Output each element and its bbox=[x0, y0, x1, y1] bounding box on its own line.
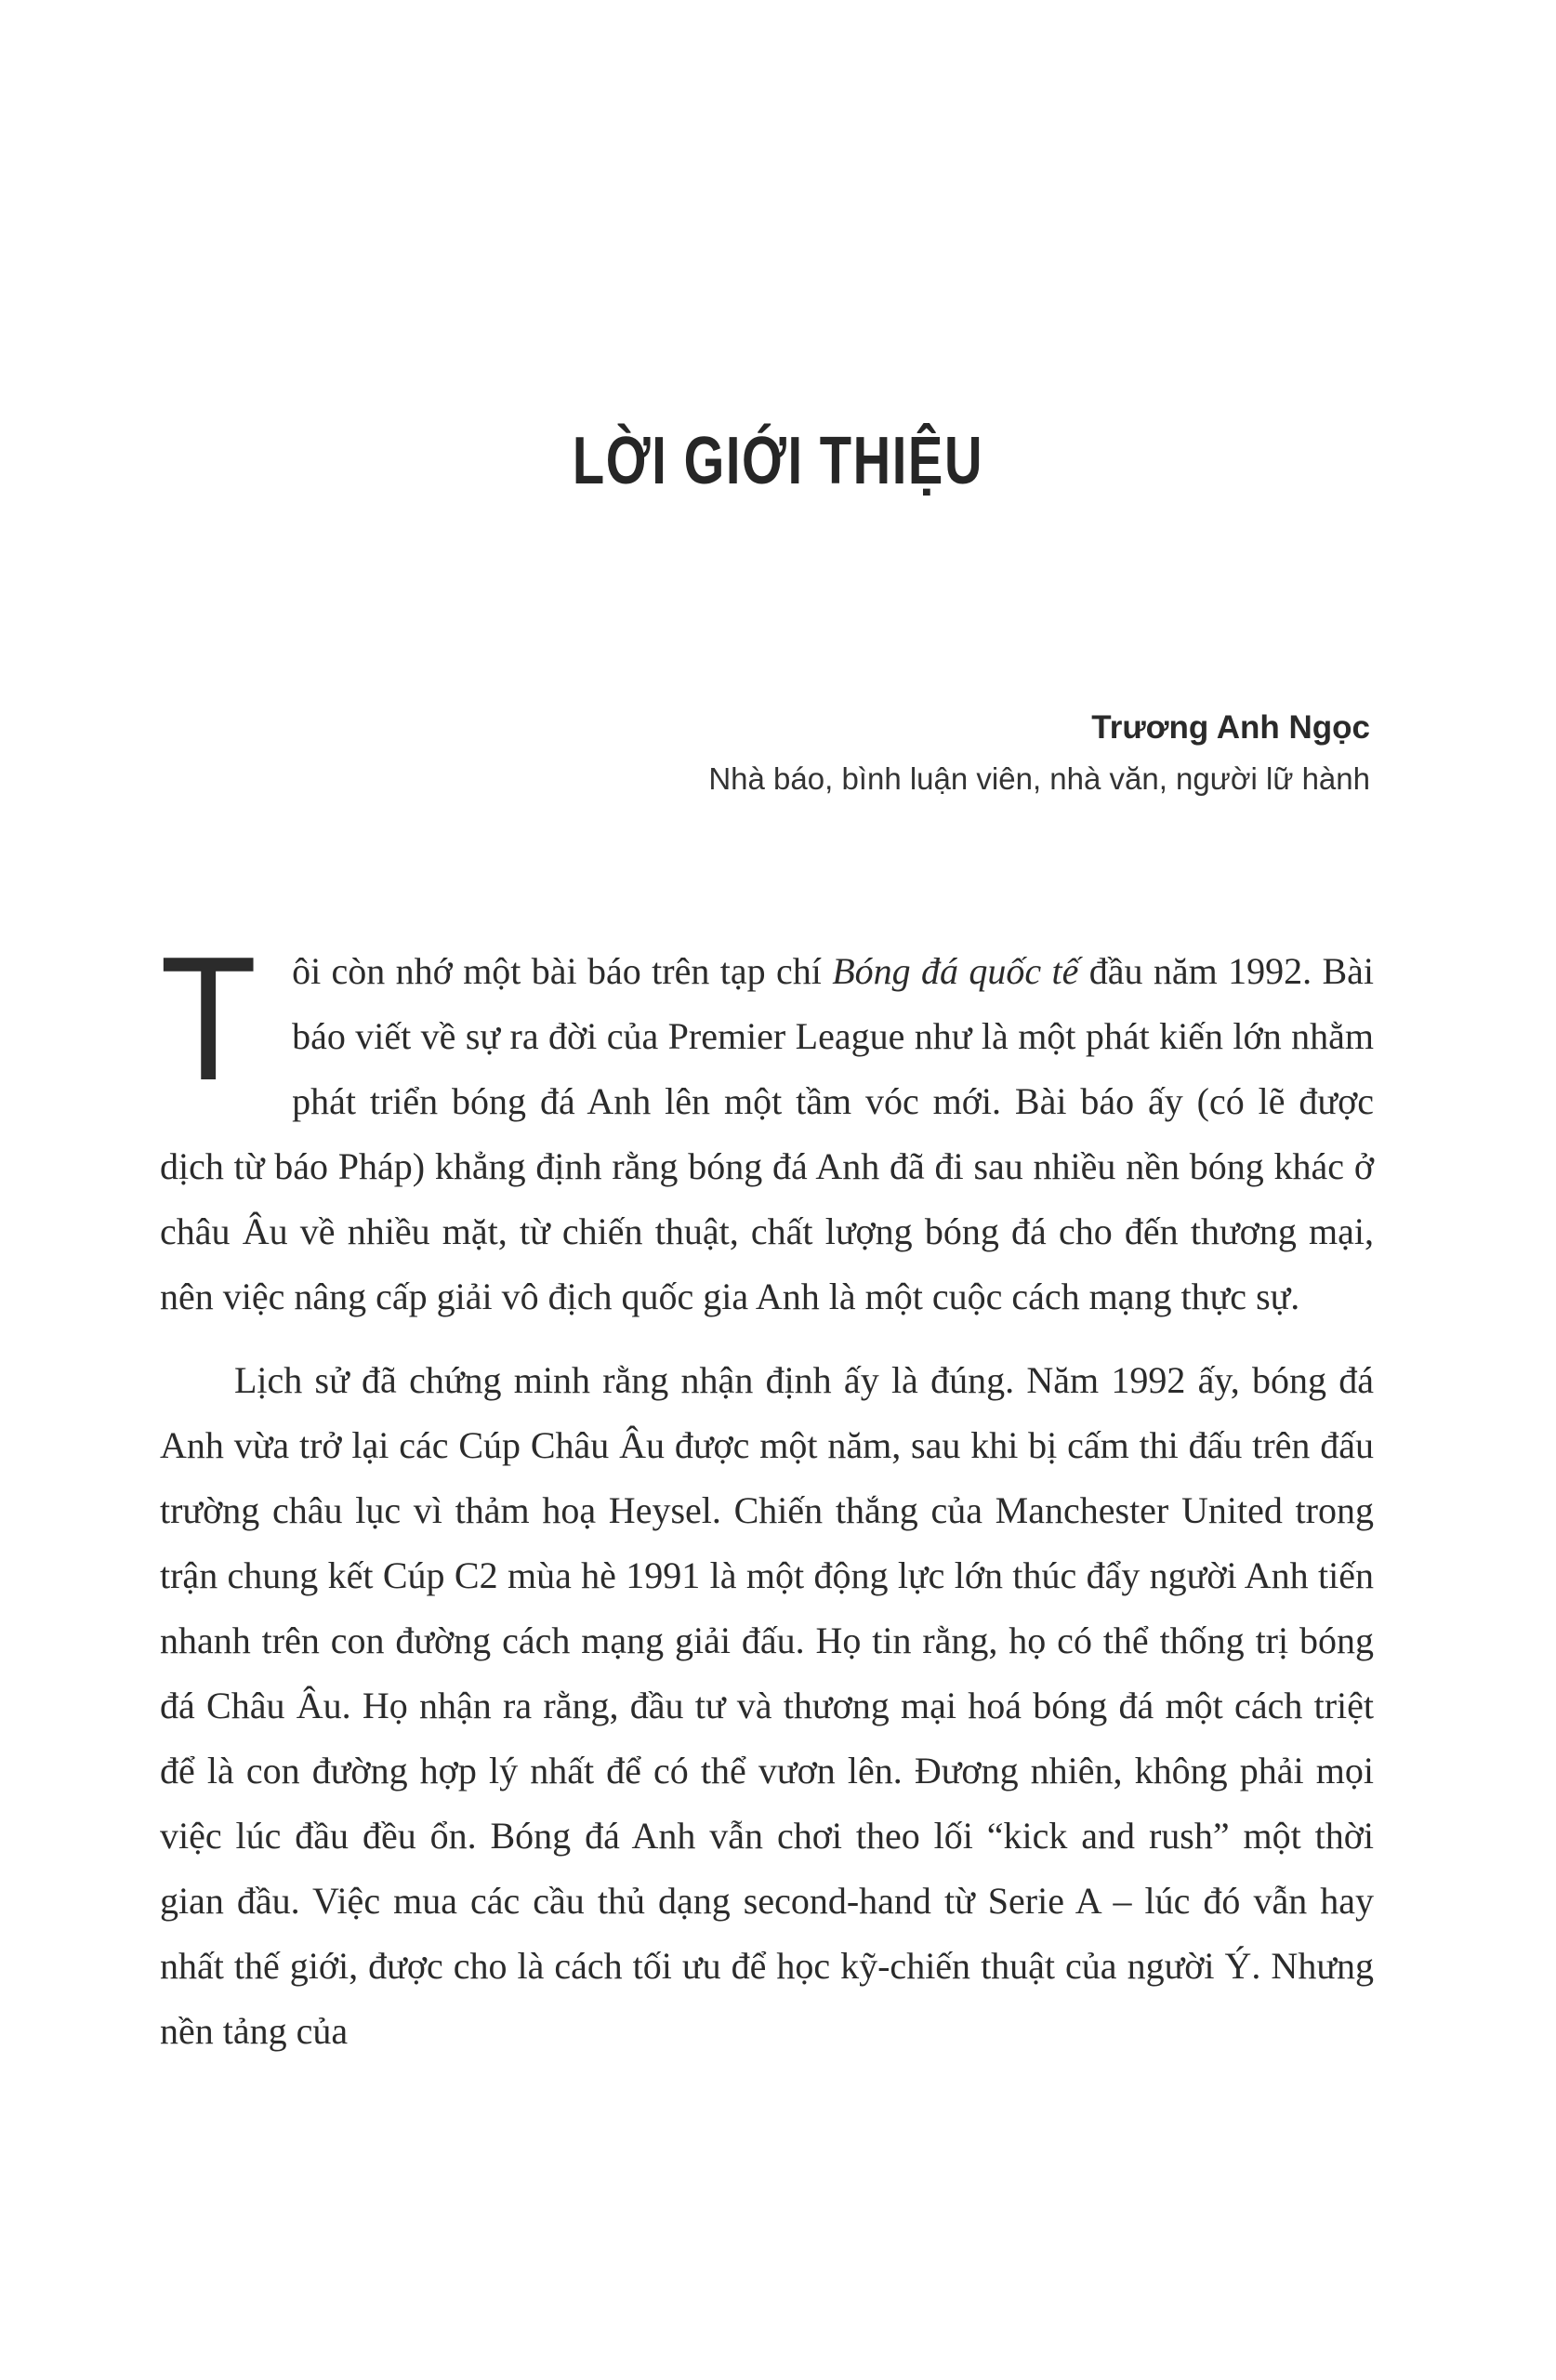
paragraph-1 bbox=[160, 920, 1375, 1329]
magazine-title: Bóng đá quốc tế bbox=[832, 950, 1079, 992]
paragraph-1-text-before-italic: ôi còn nhớ một bài báo trên tạp chí bbox=[292, 950, 833, 992]
author-block bbox=[708, 705, 1370, 807]
author-role: Nhà báo, bình luận viên, nhà văn, người lữ hành bbox=[708, 761, 1370, 796]
paragraph-1-text-after-italic: đầu năm 1992. Bài báo viết về sự ra đời của Premier League như là một phát kiến lớn nhằm phát triển bóng đá Anh lên một tầm vóc mới. Bài báo ấy (có lẽ được dịch từ báo Pháp) khẳng định rằng bóng đá Anh đã đi sau nhiều nền bóng khác ở châu Âu về nhiều mặt, từ chiến thuật, chất lượng bóng đá cho đến thương mại, nên việc nâng cấp giải vô địch quốc gia Anh là một cuộc cách mạng thực sự. bbox=[160, 950, 1375, 1317]
body-text bbox=[160, 920, 1375, 2064]
chapter-title: LỜI GIỚI THIỆU bbox=[572, 424, 984, 498]
paragraph-2: Lịch sử đã chứng minh rằng nhận định ấy là đúng. Năm 1992 ấy, bóng đá Anh vừa trở lại các Cúp Châu Âu được một năm, sau khi bị cấm thi đấu trên đấu trường châu lục vì thảm hoạ Heysel. Chiến thắng của Manchester United trong trận chung kết Cúp C2 mùa hè 1991 là một động lực lớn thúc đẩy người Anh tiến nhanh trên con đường cách mạng giải đấu. Họ tin rằng, họ có thể thống trị bóng đá Châu Âu. Họ nhận ra rằng, đầu tư và thương mại hoá bóng đá một cách triệt để là con đường hợp lý nhất để có thể vươn lên. Đương nhiên, không phải mọi việc lúc đầu đều ổn. Bóng đá Anh vẫn chơi theo lối “kick and rush” một thời gian đầu. Việc mua các cầu thủ dạng second-hand từ Serie A – lúc đó vẫn hay nhất thế giới, được cho là cách tối ưu để học kỹ-chiến thuật của người Ý. Nhưng nền tảng của bbox=[160, 1359, 1374, 2052]
drop-cap: T bbox=[160, 920, 257, 1117]
author-name: Trương Anh Ngọc bbox=[1091, 709, 1370, 746]
